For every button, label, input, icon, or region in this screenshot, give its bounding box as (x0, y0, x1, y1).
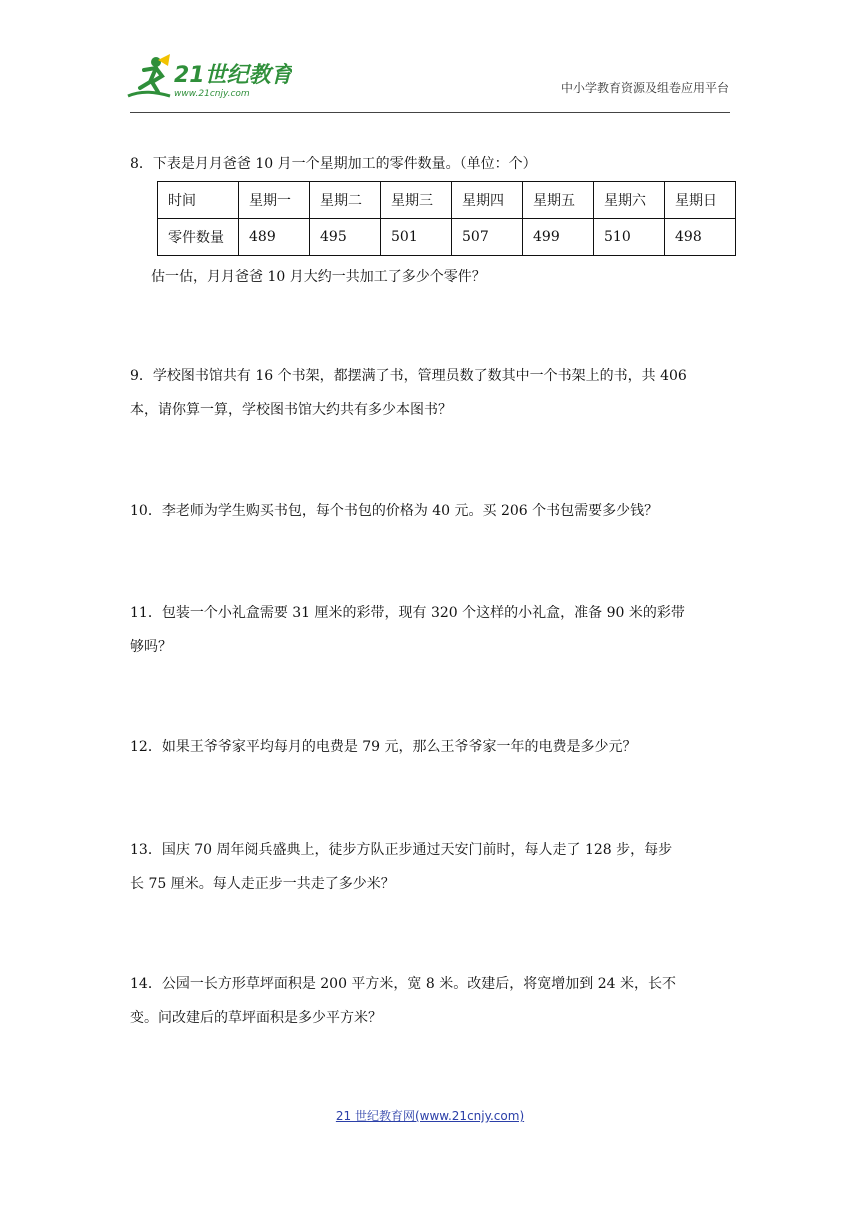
table-cell: 498 (665, 219, 736, 256)
table-cell: 501 (381, 219, 452, 256)
q14-line1: 14．公园一长方形草坪面积是 200 平方米，宽 8 米。改建后，将宽增加到 24 米，长不 (130, 976, 676, 992)
q8-question: 估一估，月月爸爸 10 月大约一共加工了多少个零件？ (151, 269, 486, 285)
q13-line1: 13．国庆 70 周年阅兵盛典上，徒步方队正步通过天安门前时，每人走了 128 步，每步 (130, 842, 673, 858)
q10-line1: 10．李老师为学生购买书包，每个书包的价格为 40 元。买 206 个书包需要多少钱？ (130, 503, 659, 519)
table-cell: 零件数量 (158, 219, 239, 256)
site-logo (122, 52, 292, 102)
table-cell: 499 (523, 219, 594, 256)
svg-text:21世纪教育: 21世纪教育 (174, 63, 292, 88)
platform-name: 中小学教育资源及组卷应用平台 (560, 81, 729, 95)
q14-line2: 变。问改建后的草坪面积是多少平方米？ (130, 1010, 382, 1026)
table-cell: 时间 (158, 182, 239, 219)
q11-line2: 够吗？ (130, 639, 172, 655)
q12-line1: 12．如果王爷爷家平均每月的电费是 79 元，那么王爷爷家一年的电费是多少元？ (130, 739, 637, 755)
q11-line1: 11．包装一个小礼盒需要 31 厘米的彩带，现有 320 个这样的小礼盒，准备 90 米的彩带 (130, 605, 685, 621)
footer (0, 1107, 860, 1124)
footer-link[interactable]: 21 世纪教育网(www.21cnjy.com) (335, 1109, 525, 1123)
table-cell: 495 (310, 219, 381, 256)
table-cell: 489 (239, 219, 310, 256)
table-cell: 星期四 (452, 182, 523, 219)
table-cell: 507 (452, 219, 523, 256)
table-cell: 星期三 (381, 182, 452, 219)
table-cell: 星期二 (310, 182, 381, 219)
table-row (158, 182, 736, 219)
runner-logo-icon (122, 52, 292, 102)
q8-table (157, 181, 736, 256)
q13-line2: 长 75 厘米。每人走正步一共走了多少米？ (130, 876, 395, 892)
header-divider (130, 112, 730, 113)
svg-text:www.21cnjy.com: www.21cnjy.com (174, 89, 250, 99)
table-cell: 星期六 (594, 182, 665, 219)
table-row (158, 219, 736, 256)
table-cell: 星期五 (523, 182, 594, 219)
q8-stem: 8．下表是月月爸爸 10 月一个星期加工的零件数量。（单位：个） (130, 156, 537, 172)
table-cell: 星期日 (665, 182, 736, 219)
table-cell: 510 (594, 219, 665, 256)
table-cell: 星期一 (239, 182, 310, 219)
q9-line1: 9．学校图书馆共有 16 个书架，都摆满了书，管理员数了数其中一个书架上的书，共 406 (130, 368, 687, 384)
q9-line2: 本，请你算一算，学校图书馆大约共有多少本图书？ (130, 402, 452, 418)
